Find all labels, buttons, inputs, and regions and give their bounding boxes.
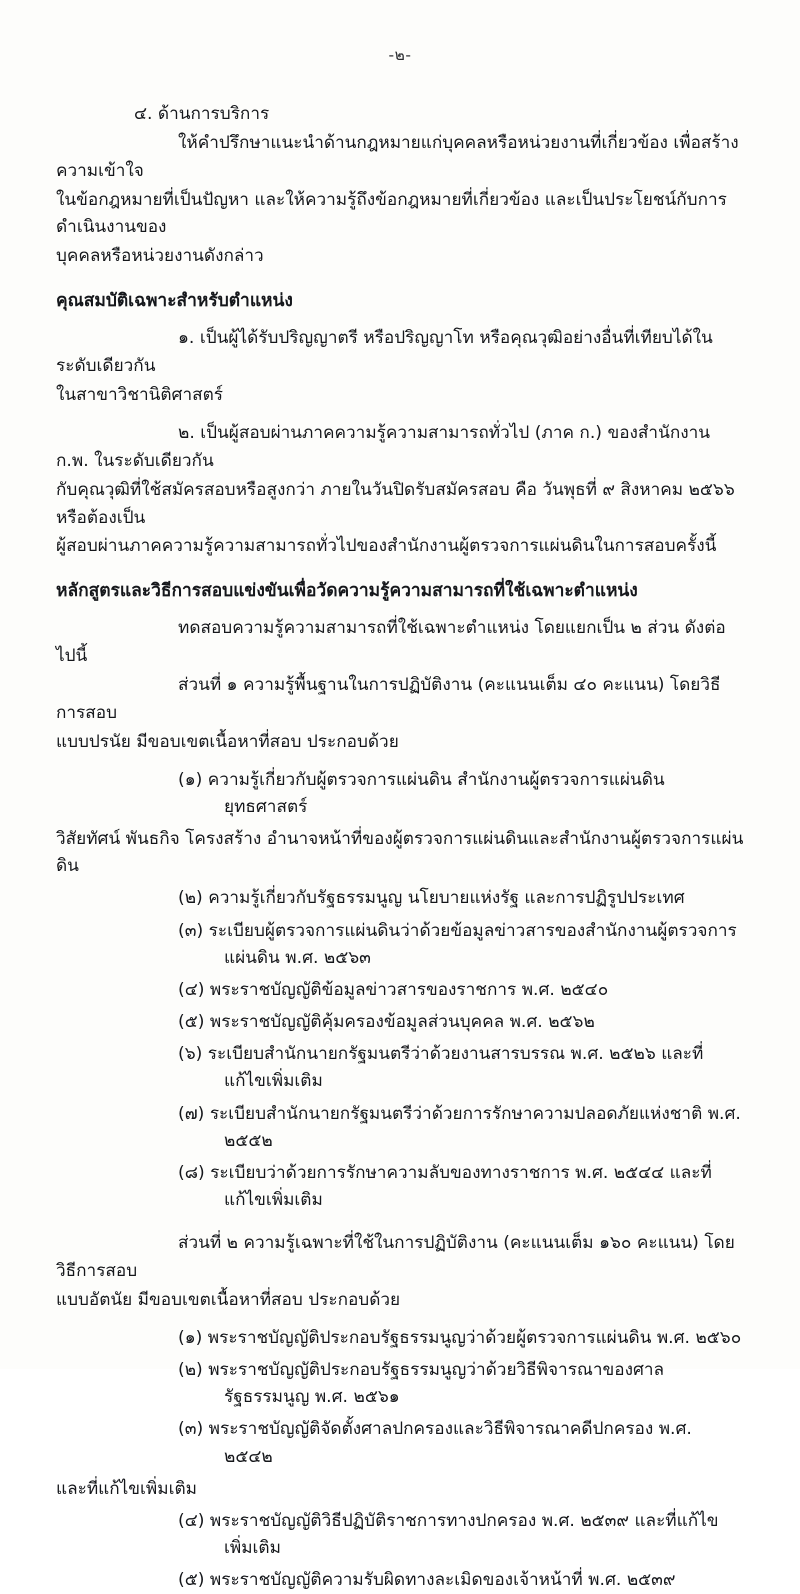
part-1-item-3-text: ระเบียบผู้ตรวจการแผ่นดินว่าด้วยข้อมูลข่าวสารของสำนักงานผู้ตรวจการแผ่นดิน พ.ศ. ๒๕๖๓ — [208, 920, 737, 968]
section-4-block — [56, 101, 744, 271]
page-number: -๒- — [388, 46, 412, 64]
part-1-item-5-number: (๕) — [178, 1012, 205, 1033]
part-2-item-2-number: (๒) — [178, 1360, 203, 1381]
qualifications-heading: คุณสมบัติเฉพาะสำหรับตำแหน่ง — [56, 291, 293, 312]
part-1-item-3-number: (๓) — [178, 920, 204, 941]
part-1-item-1-line-2: วิสัยทัศน์ พันธกิจ โครงสร้าง อำนาจหน้าที่ของผู้ตรวจการแผ่นดินและสำนักงานผู้ตรวจการแผ่นดิน — [56, 829, 744, 877]
part-1-items — [56, 767, 744, 1215]
part-2-item-5-text: พระราชบัญญัติความรับผิดทางละเมิดของเจ้าหน้าที่ พ.ศ. ๒๕๓๙ — [209, 1570, 676, 1591]
part-2-item-1 — [56, 1325, 744, 1352]
part-2-item-5-number: (๕) — [178, 1570, 205, 1591]
part-1-item-4-number: (๔) — [178, 979, 205, 1000]
part-1-item-1 — [56, 767, 744, 821]
curriculum-intro: ทดสอบความรู้ความสามารถที่ใช้เฉพาะตำแหน่ง โดยแยกเป็น ๒ ส่วน ดังต่อไปนี้ — [56, 618, 726, 667]
part-2-title-line-2: แบบอัตนัย มีขอบเขตเนื้อหาที่สอบ ประกอบด้วย — [56, 1290, 401, 1310]
part-2-item-3-text: พระราชบัญญัติจัดตั้งศาลปกครองและวิธีพิจารณาคดีปกครอง พ.ศ. ๒๕๔๒ — [208, 1419, 692, 1467]
part-2-item-4-text: พระราชบัญญัติวิธีปฏิบัติราชการทางปกครอง พ.ศ. ๒๕๓๙ และที่แก้ไขเพิ่มเติม — [209, 1510, 719, 1559]
qualification-2-line-3: ผู้สอบผ่านภาคความรู้ความสามารถทั่วไปของสำนักงานผู้ตรวจการแผ่นดินในการสอบครั้งนี้ — [56, 536, 717, 557]
part-1-item-6-number: (๖) — [178, 1044, 203, 1065]
part-1-item-2-number: (๒) — [178, 888, 203, 909]
part-1-item-5-text: พระราชบัญญัติคุ้มครองข้อมูลส่วนบุคคล พ.ศ. ๒๕๖๒ — [209, 1012, 595, 1033]
part-2-items — [56, 1325, 744, 1594]
section-4-title: ๔. ด้านการบริการ — [134, 104, 270, 124]
part-1-item-7-number: (๗) — [178, 1103, 205, 1124]
qualification-2-line-1: ๒. เป็นผู้สอบผ่านภาคความรู้ความสามารถทั่วไป (ภาค ก.) ของสำนักงาน ก.พ. ในระดับเดียวกัน — [56, 422, 711, 471]
qualifications-block — [56, 287, 744, 561]
part-1-item-7 — [56, 1101, 744, 1155]
part-1-item-6-text: ระเบียบสำนักนายกรัฐมนตรีว่าด้วยงานสารบรรณ พ.ศ. ๒๕๒๖ และที่แก้ไขเพิ่มเติม — [207, 1044, 704, 1092]
part-1-title-line-1: ส่วนที่ ๑ ความรู้พื้นฐานในการปฏิบัติงาน (คะแนนเต็ม ๔๐ คะแนน) โดยวิธีการสอบ — [56, 675, 721, 723]
part-2-item-1-number: (๑) — [178, 1327, 203, 1348]
part-2-item-3-continuation: และที่แก้ไขเพิ่มเติม — [56, 1478, 197, 1499]
curriculum-block — [56, 577, 744, 1594]
qualification-2-line-2: กับคุณวุฒิที่ใช้สมัครสอบหรือสูงกว่า ภายในวันปิดรับสมัครสอบ คือ วันพุธที่ ๙ สิงหาคม ๒๕๖๖ หรือต้องเป็น — [56, 479, 735, 528]
part-1-item-4 — [56, 977, 744, 1004]
part-2-item-4-number: (๔) — [178, 1510, 205, 1531]
part-1-title-line-2: แบบปรนัย มีขอบเขตเนื้อหาที่สอบ ประกอบด้วย — [56, 731, 399, 752]
qualification-1-line-1: ๑. เป็นผู้ได้รับปริญญาตรี หรือปริญญาโท หรือคุณวุฒิอย่างอื่นที่เทียบได้ในระดับเดียวกัน — [56, 328, 713, 377]
part-2-item-5 — [56, 1567, 744, 1594]
part-2-item-3 — [56, 1416, 744, 1470]
part-1-item-1-text: ความรู้เกี่ยวกับผู้ตรวจการแผ่นดิน สำนักงานผู้ตรวจการแผ่นดิน ยุทธศาสตร์ — [207, 769, 665, 817]
part-1-item-5 — [56, 1009, 744, 1036]
section-4-line-3: บุคคลหรือหน่วยงานดังกล่าว — [56, 246, 264, 267]
section-4-line-1: ให้คำปรึกษาแนะนำด้านกฎหมายแก่บุคคลหรือหน่วยงานที่เกี่ยวข้อง เพื่อสร้างความเข้าใจ — [56, 132, 739, 181]
part-1-item-6 — [56, 1041, 744, 1095]
qualification-1-line-2: ในสาขาวิชานิติศาสตร์ — [56, 385, 224, 406]
part-2-item-1-text: พระราชบัญญัติประกอบรัฐธรรมนูญว่าด้วยผู้ตรวจการแผ่นดิน พ.ศ. ๒๕๖๐ — [207, 1327, 742, 1348]
curriculum-heading: หลักสูตรและวิธีการสอบแข่งขันเพื่อวัดความรู้ความสามารถที่ใช้เฉพาะตำแหน่ง — [56, 581, 638, 602]
part-2-item-2-text: พระราชบัญญัติประกอบรัฐธรรมนูญว่าด้วยวิธีพิจารณาของศาลรัฐธรรมนูญ พ.ศ. ๒๕๖๑ — [208, 1360, 665, 1408]
part-1-item-8-text: ระเบียบว่าด้วยการรักษาความลับของทางราชการ พ.ศ. ๒๕๔๔ และที่แก้ไขเพิ่มเติม — [210, 1162, 712, 1211]
part-1-item-7-text: ระเบียบสำนักนายกรัฐมนตรีว่าด้วยการรักษาความปลอดภัยแห่งชาติ พ.ศ. ๒๕๕๒ — [209, 1103, 741, 1151]
part-1-item-2 — [56, 885, 744, 912]
part-2-item-3-number: (๓) — [178, 1419, 204, 1440]
part-1-item-8-number: (๘) — [178, 1162, 205, 1183]
part-1-item-4-text: พระราชบัญญัติข้อมูลข่าวสารของราชการ พ.ศ. ๒๕๔๐ — [209, 979, 609, 1000]
part-2-title-line-1: ส่วนที่ ๒ ความรู้เฉพาะที่ใช้ในการปฏิบัติงาน (คะแนนเต็ม ๑๖๐ คะแนน) โดยวิธีการสอบ — [56, 1233, 735, 1282]
part-1-item-2-text: ความรู้เกี่ยวกับรัฐธรรมนูญ นโยบายแห่งรัฐ และการปฏิรูปประเทศ — [208, 888, 685, 909]
section-4-line-2: ในข้อกฎหมายที่เป็นปัญหา และให้ความรู้ถึงข้อกฎหมายที่เกี่ยวข้อง และเป็นประโยชน์กับการดำเนินงานของ — [56, 189, 727, 238]
part-2-item-4 — [56, 1508, 744, 1562]
part-1-item-3 — [56, 918, 744, 972]
part-1-item-1-number: (๑) — [178, 769, 203, 790]
part-1-item-8 — [56, 1160, 744, 1214]
part-2-item-2 — [56, 1357, 744, 1411]
